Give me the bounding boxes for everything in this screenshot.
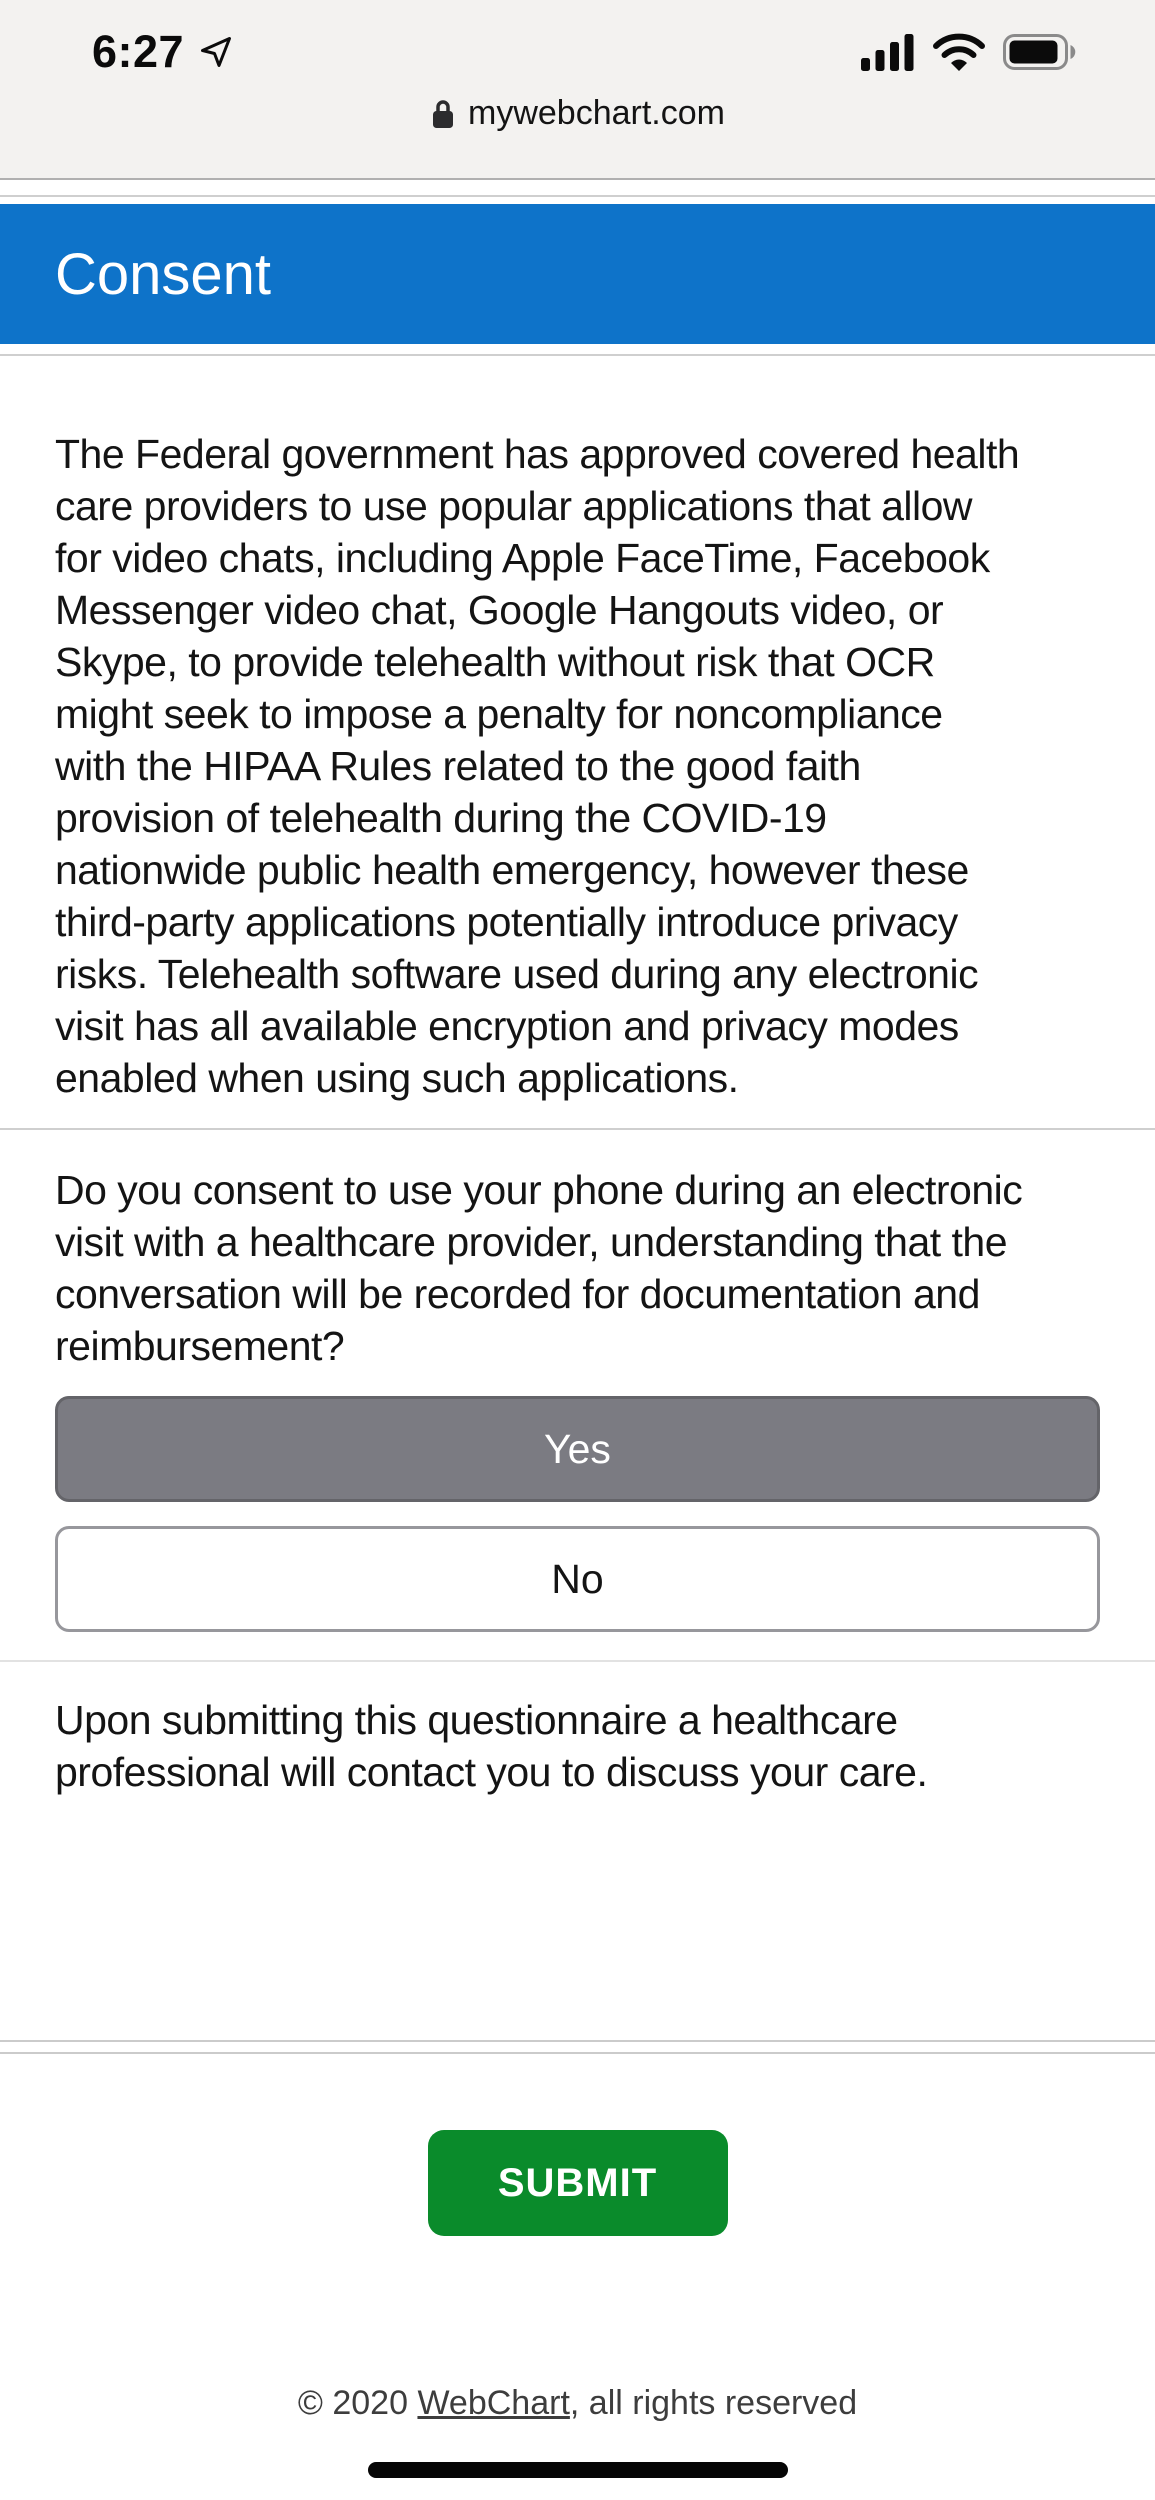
- address-bar-domain: mywebchart.com: [468, 94, 725, 132]
- consent-form: [0, 428, 1155, 1104]
- browser-chrome: [0, 0, 1155, 180]
- submission-note: Upon submitting this questionnaire a healthcare professional will contact you to discuss your care.: [55, 1697, 928, 1795]
- lock-icon: [430, 98, 456, 130]
- copyright-prefix: © 2020: [297, 2384, 418, 2422]
- submit-button[interactable]: SUBMIT: [428, 2130, 728, 2236]
- no-button[interactable]: No: [55, 1526, 1100, 1632]
- webpage: [0, 195, 1155, 2423]
- wifi-icon: [933, 33, 985, 71]
- copyright-suffix: , all rights reserved: [569, 2384, 858, 2422]
- page-title: Consent: [55, 241, 272, 307]
- consent-paragraph: The Federal government has approved covered health care providers to use popular applications that allow for video chats, including Apple FaceTime, Facebook Messenger video chat, Google Hangouts video, or Skype, to provide telehealth without risk that OCR might seek to impose a penalty for noncompliance with the HIPAA Rules related to the good faith provision of telehealth during the COVID-19 nationwide public health emergency, however these third-party applications potentially introduce privacy risks. Telehealth software used during any electronic visit has all available encryption and privacy modes enabled when using such applications.: [55, 431, 1020, 1101]
- battery-icon: [1003, 34, 1077, 70]
- address-bar[interactable]: [0, 94, 1155, 133]
- status-bar: [0, 0, 1155, 78]
- footer-divider: [0, 2040, 1155, 2054]
- home-indicator[interactable]: [368, 2462, 788, 2478]
- location-arrow-icon: [198, 34, 234, 70]
- cellular-signal-icon: [861, 33, 915, 71]
- copyright-footer: [0, 2384, 1155, 2423]
- page-header: [0, 204, 1155, 344]
- status-time: 6:27: [92, 26, 185, 77]
- header-divider: [0, 354, 1155, 356]
- paragraph-divider: [0, 1128, 1155, 1130]
- answers-divider: [0, 1660, 1155, 1662]
- webchart-link[interactable]: WebChart: [417, 2384, 570, 2422]
- top-divider: [0, 195, 1155, 197]
- yes-button[interactable]: Yes: [55, 1396, 1100, 1502]
- consent-question: Do you consent to use your phone during an electronic visit with a healthcare provider, understanding that the conversation will be recorded for documentation and reimbursement?: [55, 1167, 1023, 1369]
